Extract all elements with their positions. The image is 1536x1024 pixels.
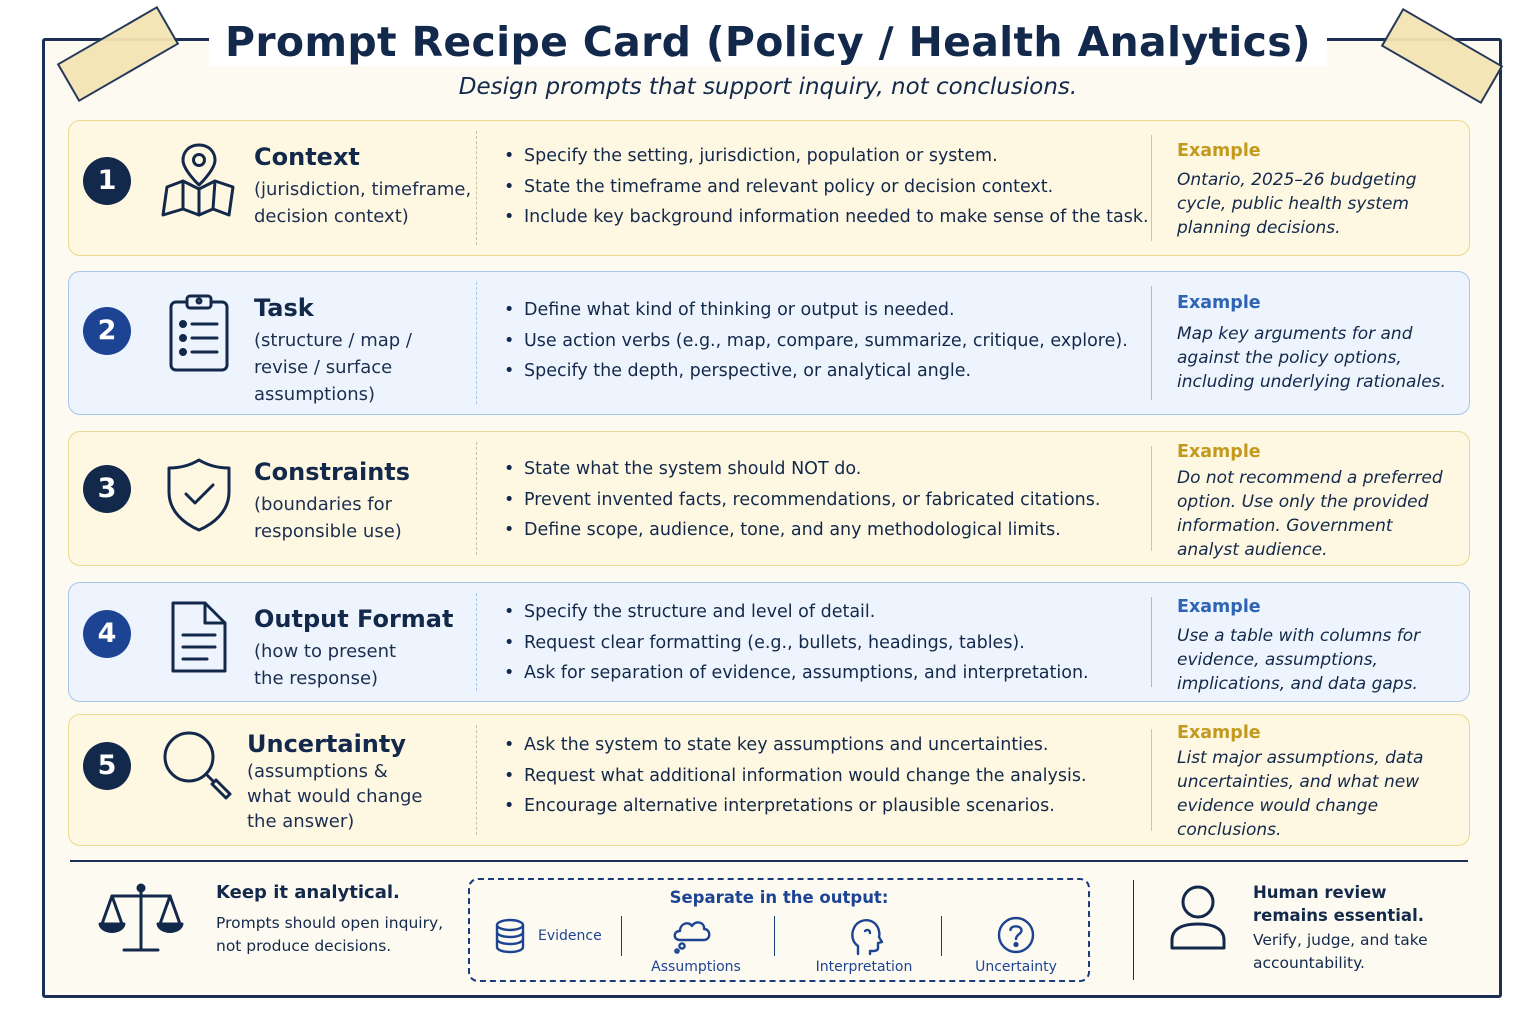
- card-subheading: (jurisdiction, timeframe, decision context): [254, 179, 472, 227]
- list-item: • Specify the structure and level of detail.: [502, 597, 1089, 628]
- list-item: • Ask for separation of evidence, assumptions, and interpretation.: [502, 658, 1089, 689]
- separate-title: Separate in the output:: [669, 888, 889, 907]
- divider: [476, 282, 477, 404]
- divider: [1151, 729, 1152, 831]
- divider: [1151, 135, 1152, 241]
- thought-cloud-icon: [670, 916, 714, 954]
- divider: [1151, 597, 1152, 687]
- card-subheading: (boundaries for responsible use): [254, 494, 402, 542]
- example-label: Example: [1177, 442, 1261, 462]
- separate-item-interpretation: Interpretation: [815, 959, 913, 975]
- separate-item-assumptions: Assumptions: [651, 959, 741, 975]
- card-task: [68, 271, 1470, 415]
- example-text: Do not recommend a preferred option. Use only the provided information. Government analyst audience.: [1177, 468, 1443, 560]
- bullet-list: [502, 295, 1128, 387]
- separate-output-box: [468, 878, 1090, 982]
- list-item: • Define what kind of thinking or output is needed.: [502, 295, 1128, 326]
- card-context: [68, 120, 1470, 256]
- card-uncertainty: [68, 714, 1470, 846]
- card-subheading: (structure / map / revise / surface assumptions): [254, 330, 412, 405]
- list-item: • Request what additional information would change the analysis.: [502, 761, 1087, 792]
- scales-icon: [98, 882, 184, 956]
- step-number: 5: [83, 742, 131, 790]
- divider: [476, 593, 477, 691]
- divider: [1151, 286, 1152, 400]
- list-item: • Ask the system to state key assumptions and uncertainties.: [502, 730, 1087, 761]
- divider: [1133, 880, 1134, 980]
- example-label: Example: [1177, 141, 1261, 161]
- card-subheading: (assumptions & what would change the answer): [247, 761, 423, 832]
- divider: [476, 131, 477, 245]
- divider: [621, 916, 622, 956]
- list-item: • Request clear formatting (e.g., bullets, headings, tables).: [502, 628, 1089, 659]
- document-icon: [159, 597, 239, 677]
- example-text: List major assumptions, data uncertainties, and what new evidence would change conclusions.: [1177, 748, 1424, 840]
- card-heading: Constraints: [254, 458, 411, 486]
- divider: [476, 725, 477, 835]
- footer-left-text: Prompts should open inquiry, not produce decisions.: [216, 914, 444, 955]
- database-icon: [494, 918, 526, 954]
- card-subheading: (how to present the response): [254, 641, 397, 689]
- step-number: 4: [83, 610, 131, 658]
- list-item: • Include key background information needed to make sense of the task.: [502, 202, 1149, 233]
- list-item: • Prevent invented facts, recommendations, or fabricated citations.: [502, 485, 1100, 516]
- bullet-list: [502, 141, 1149, 233]
- list-item: • Use action verbs (e.g., map, compare, summarize, critique, explore).: [502, 326, 1128, 357]
- footer-right-title: Human review remains essential.: [1253, 883, 1424, 925]
- divider: [1151, 446, 1152, 551]
- head-profile-icon: [848, 916, 884, 956]
- person-icon: [1168, 884, 1228, 950]
- bullet-list: [502, 730, 1087, 822]
- clipboard-list-icon: [159, 292, 239, 372]
- bullet-list: [502, 454, 1100, 546]
- card-heading: Task: [254, 294, 314, 322]
- footer-divider: [70, 860, 1468, 862]
- footer-right-text: Verify, judge, and take accountability.: [1253, 931, 1428, 972]
- example-label: Example: [1177, 293, 1261, 313]
- separate-item-evidence: Evidence: [538, 928, 602, 944]
- list-item: • Encourage alternative interpretations or plausible scenarios.: [502, 791, 1087, 822]
- question-circle-icon: [997, 916, 1035, 954]
- example-text: Use a table with columns for evidence, assumptions, implications, and data gaps.: [1177, 626, 1421, 694]
- example-text: Ontario, 2025–26 budgeting cycle, public health system planning decisions.: [1177, 170, 1417, 238]
- step-number: 1: [83, 157, 131, 205]
- example-label: Example: [1177, 597, 1261, 617]
- list-item: • State the timeframe and relevant policy or decision context.: [502, 172, 1149, 203]
- list-item: • State what the system should NOT do.: [502, 454, 1100, 485]
- card-output-format: [68, 582, 1470, 702]
- example-text: Map key arguments for and against the policy options, including underlying rationales.: [1177, 324, 1446, 392]
- card-constraints: [68, 431, 1470, 566]
- divider: [774, 916, 775, 956]
- card-heading: Uncertainty: [247, 730, 407, 758]
- list-item: • Define scope, audience, tone, and any methodological limits.: [502, 515, 1100, 546]
- step-number: 3: [83, 465, 131, 513]
- card-heading: Context: [254, 143, 360, 171]
- footer-left-title: Keep it analytical.: [216, 882, 400, 903]
- step-number: 2: [83, 307, 131, 355]
- example-label: Example: [1177, 723, 1261, 743]
- page-subtitle: Design prompts that support inquiry, not conclusions.: [458, 74, 1078, 100]
- page-title: Prompt Recipe Card (Policy / Health Analytics): [209, 18, 1327, 66]
- map-pin-icon: [159, 141, 239, 221]
- list-item: • Specify the setting, jurisdiction, population or system.: [502, 141, 1149, 172]
- divider: [476, 442, 477, 555]
- shield-check-icon: [159, 454, 239, 534]
- card-heading: Output Format: [254, 605, 454, 633]
- separate-item-uncertainty: Uncertainty: [975, 959, 1057, 975]
- divider: [941, 916, 942, 956]
- list-item: • Specify the depth, perspective, or analytical angle.: [502, 356, 1128, 387]
- bullet-list: [502, 597, 1089, 689]
- magnifier-icon: [159, 727, 239, 807]
